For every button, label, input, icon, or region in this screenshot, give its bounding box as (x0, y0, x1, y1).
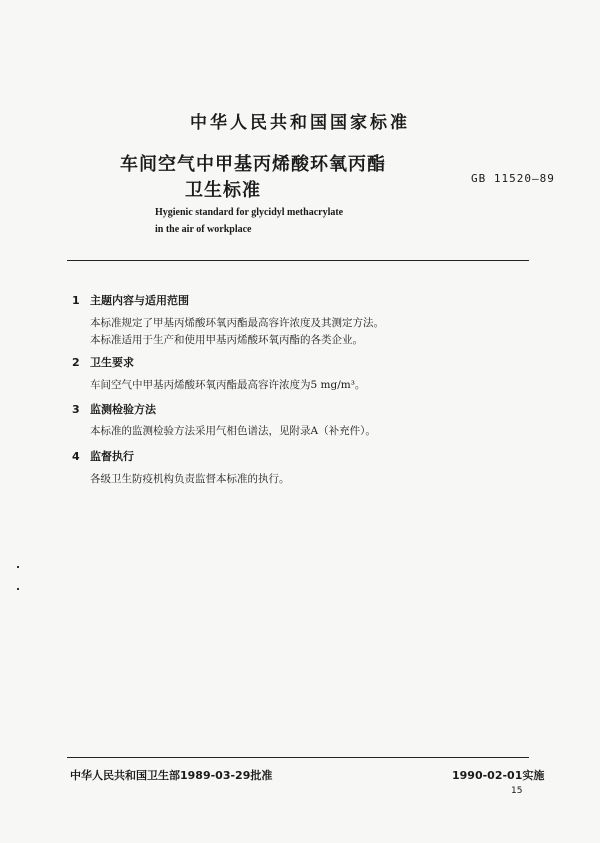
bottom-divider (67, 757, 529, 758)
section-title: 卫生要求 (90, 356, 134, 369)
section-number: 3 (72, 403, 80, 416)
section-title: 主题内容与适用范围 (90, 294, 189, 307)
section-1-paragraph-2: 本标准适用于生产和使用甲基丙烯酸环氧丙酯的各类企业。 (90, 334, 363, 346)
scan-speck (17, 588, 19, 590)
section-2-paragraph-1: 车间空气中甲基丙烯酸环氧丙酯最高容许浓度为5 mg/m³。 (90, 379, 366, 391)
section-title: 监督执行 (90, 450, 134, 463)
section-number: 4 (72, 450, 80, 463)
approval-line: 中华人民共和国卫生部1989-03-29批准 (70, 769, 273, 782)
section-3-paragraph-1: 本标准的监测检验方法采用气相色谱法，见附录A（补充件）。 (90, 425, 376, 437)
standard-title-line1: 车间空气中甲基丙烯酸环氧丙酯 (120, 154, 386, 175)
section-title: 监测检验方法 (90, 403, 156, 416)
section-1-paragraph-1: 本标准规定了甲基丙烯酸环氧丙酯最高容许浓度及其测定方法。 (90, 317, 384, 329)
top-divider (67, 260, 529, 261)
section-heading-2 (72, 354, 134, 370)
section-heading-4 (72, 448, 134, 464)
section-number: 2 (72, 356, 80, 369)
section-heading-1 (72, 292, 189, 308)
section-heading-3 (72, 401, 156, 417)
section-number: 1 (72, 294, 80, 307)
section-4-paragraph-1: 各级卫生防疫机构负责监督本标准的执行。 (90, 473, 290, 485)
page-number: 15 (511, 786, 523, 796)
national-standard-title: 中华人民共和国国家标准 (190, 113, 410, 133)
english-title-line1: Hygienic standard for glycidyl methacrylate (155, 207, 344, 218)
implementation-date: 1990-02-01实施 (452, 769, 545, 782)
scan-speck (17, 566, 19, 568)
standard-title-line2: 卫生标准 (185, 180, 261, 201)
english-title-line2: in the air of workplace (155, 224, 252, 235)
gb-code: GB 11520—89 (471, 172, 555, 185)
